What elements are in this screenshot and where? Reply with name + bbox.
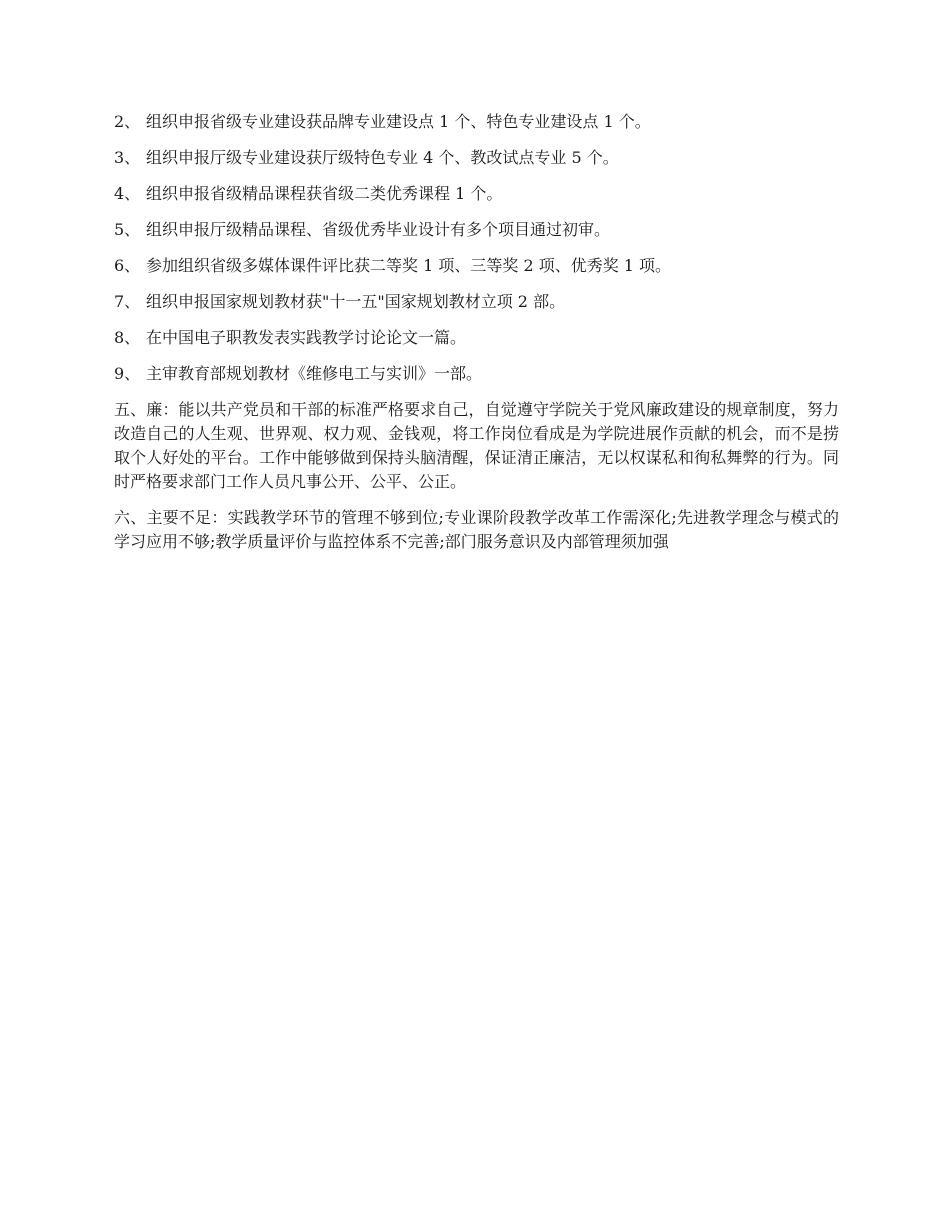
list-item bbox=[114, 362, 839, 386]
list-item-text: 组织申报厅级精品课程、省级优秀毕业设计有多个项目通过初审。 bbox=[146, 220, 611, 239]
list-item-text: 主审教育部规划教材《维修电工与实训》一部。 bbox=[146, 364, 483, 383]
list-item-number: 8、 bbox=[114, 328, 141, 347]
list-item-number: 7、 bbox=[114, 292, 141, 311]
list-item bbox=[114, 218, 839, 242]
document-body bbox=[114, 110, 839, 554]
list-item bbox=[114, 182, 839, 206]
list-item-text: 组织申报国家规划教材获"十一五"国家规划教材立项 2 部。 bbox=[146, 292, 566, 311]
list-item bbox=[114, 290, 839, 314]
list-item-text: 组织申报省级专业建设获品牌专业建设点 1 个、特色专业建设点 1 个。 bbox=[146, 112, 651, 131]
list-item-text: 组织申报省级精品课程获省级二类优秀课程 1 个。 bbox=[146, 184, 503, 203]
list-item bbox=[114, 146, 839, 170]
list-item-number: 9、 bbox=[114, 364, 141, 383]
list-item-text: 参加组织省级多媒体课件评比获二等奖 1 项、三等奖 2 项、优秀奖 1 项。 bbox=[146, 256, 672, 275]
list-item-text: 组织申报厅级专业建设获厅级特色专业 4 个、教改试点专业 5 个。 bbox=[146, 148, 619, 167]
paragraph-integrity: 五、廉：能以共产党员和干部的标准严格要求自己，自觉遵守学院关于党风廉政建设的规章制度，努力改造自己的人生观、世界观、权力观、金钱观，将工作岗位看成是为学院进展作贡献的机会，而不是捞取个人好处的平台。工作中能够做到保持头脑清醒，保证清正廉洁，无以权谋私和徇私舞弊的行为。同时严格要求部门工作人员凡事公开、公平、公正。 bbox=[114, 400, 839, 491]
list-item-number: 5、 bbox=[114, 220, 141, 239]
list-item-number: 3、 bbox=[114, 148, 141, 167]
list-item bbox=[114, 326, 839, 350]
list-item bbox=[114, 254, 839, 278]
list-item-number: 6、 bbox=[114, 256, 141, 275]
list-item bbox=[114, 110, 839, 134]
list-item-text: 在中国电子职教发表实践教学讨论论文一篇。 bbox=[146, 328, 467, 347]
paragraph-shortcomings: 六、主要不足：实践教学环节的管理不够到位;专业课阶段教学改革工作需深化;先进教学理念与模式的学习应用不够;教学质量评价与监控体系不完善;部门服务意识及内部管理须加强 bbox=[114, 508, 839, 551]
list-item-number: 2、 bbox=[114, 112, 141, 131]
list-item-number: 4、 bbox=[114, 184, 141, 203]
